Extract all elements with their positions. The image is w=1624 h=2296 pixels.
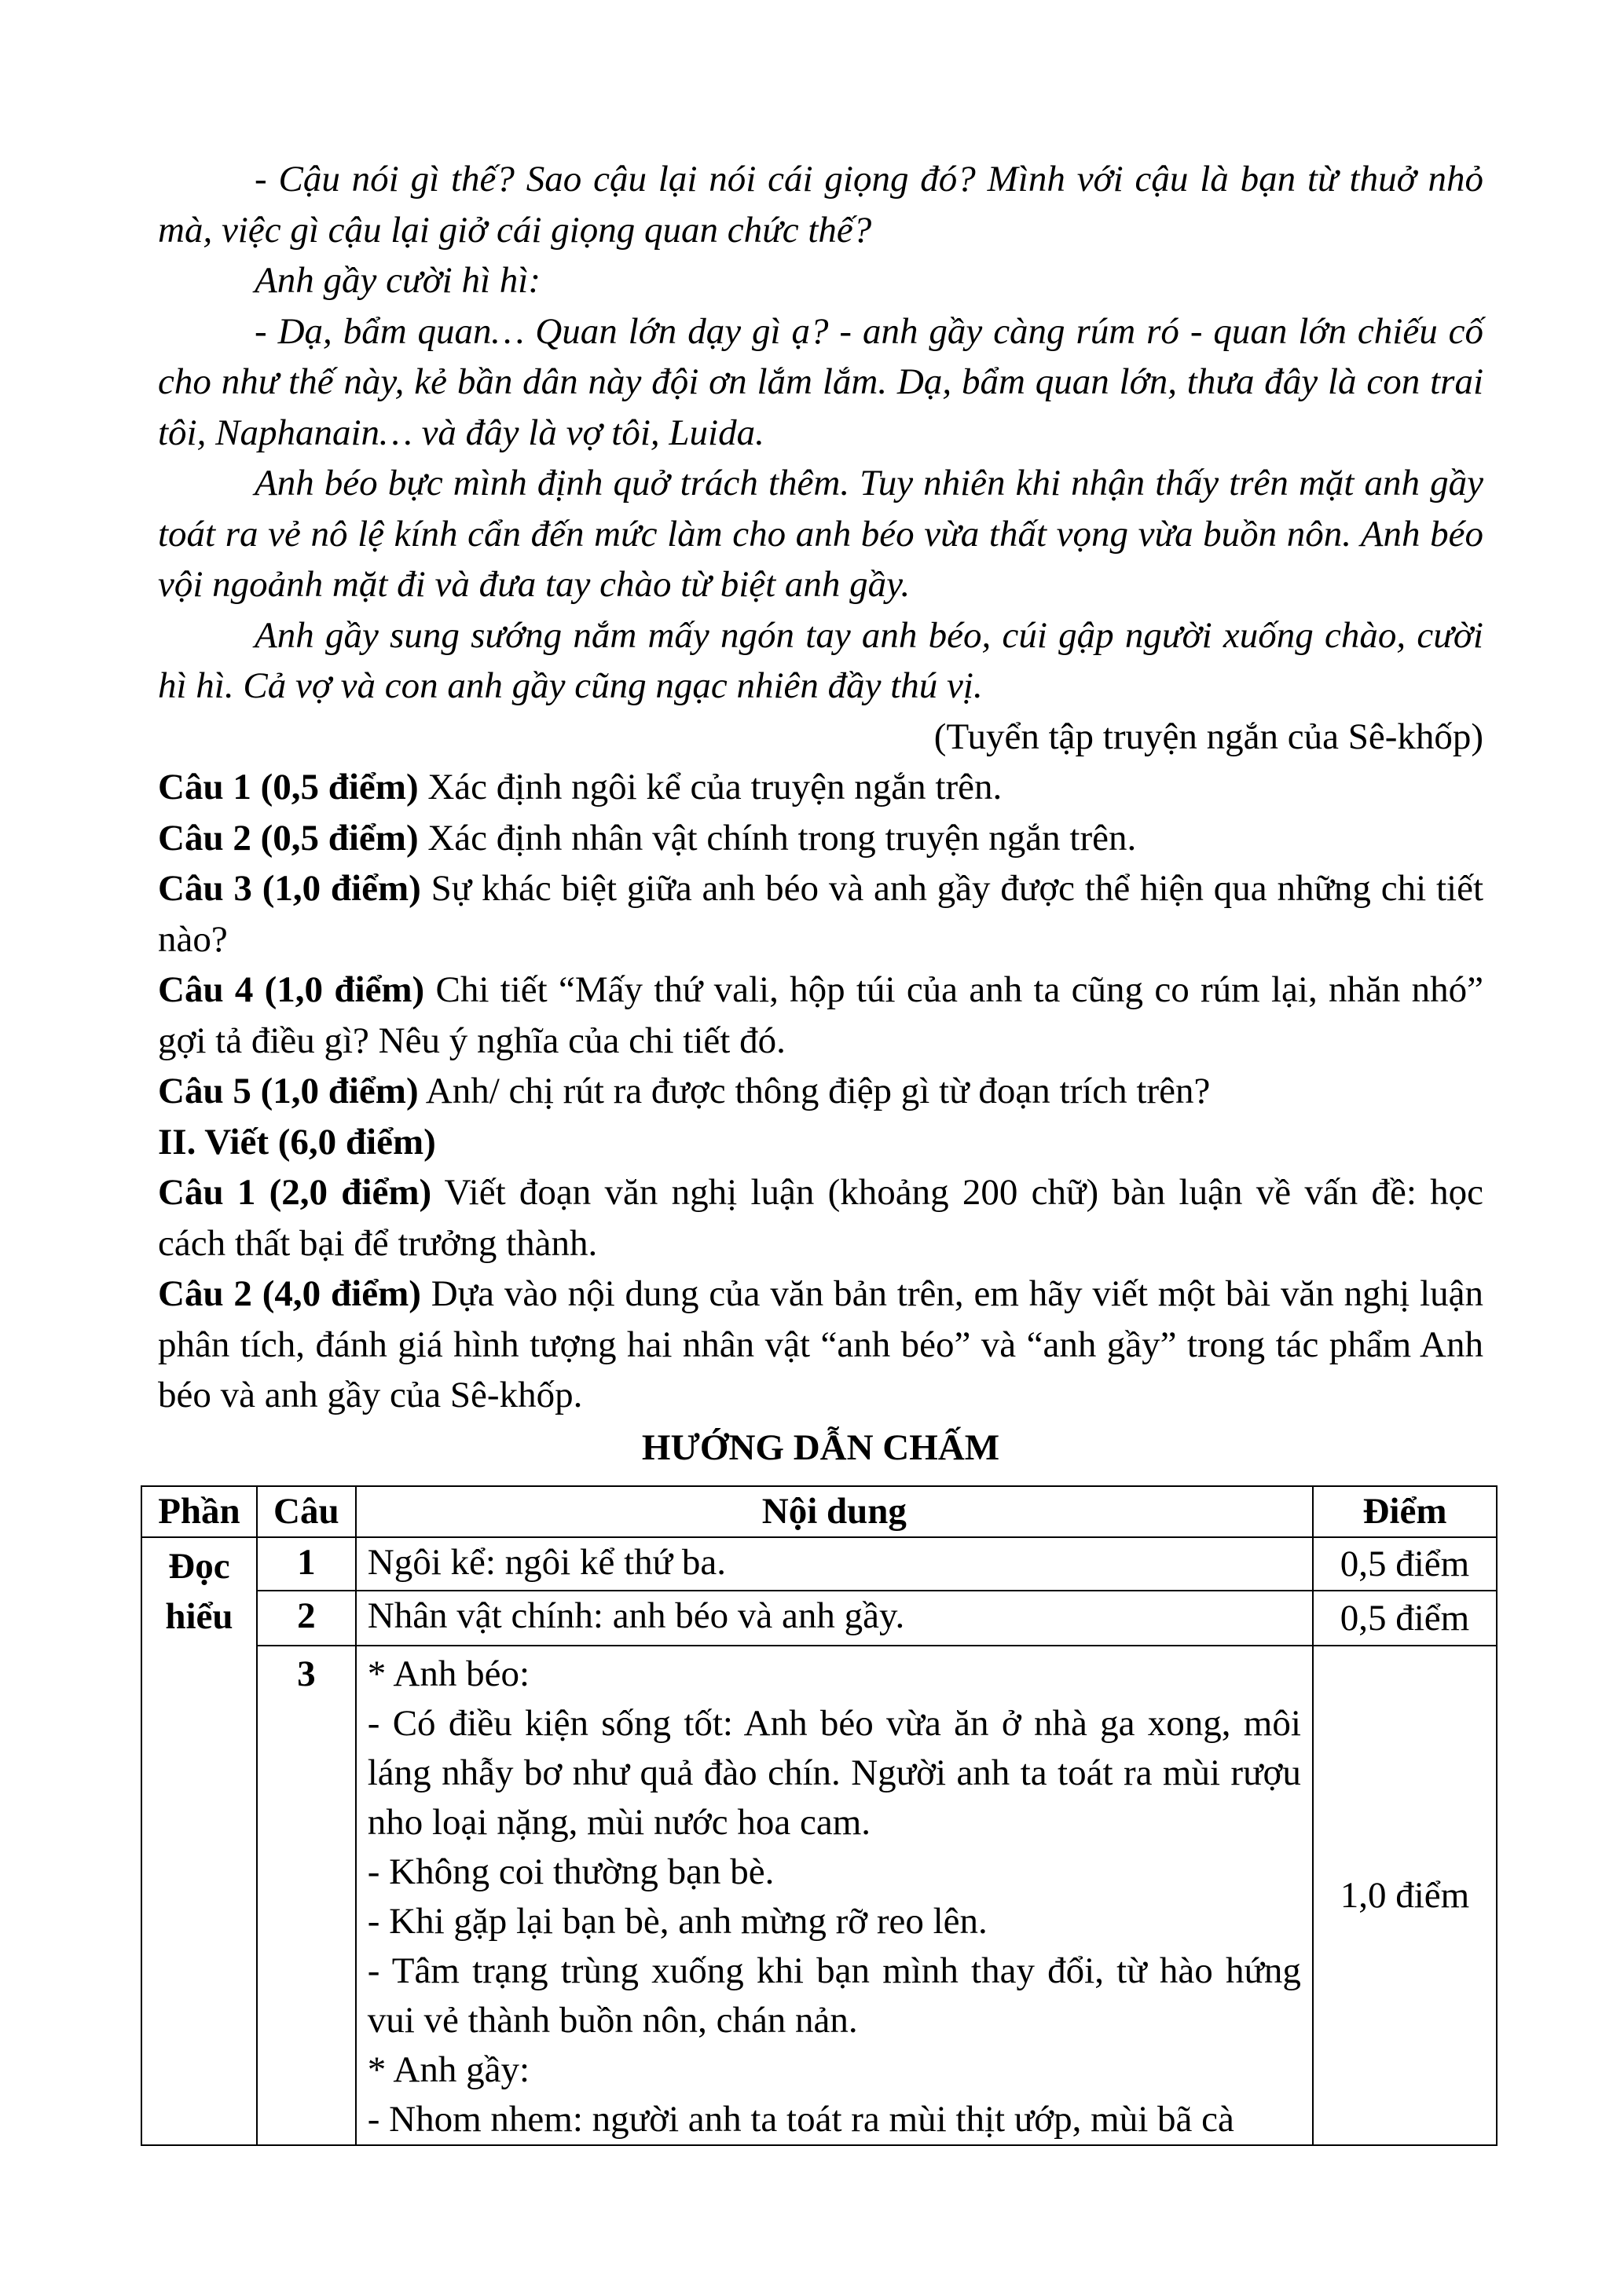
score-cell: 0,5 điểm bbox=[1313, 1591, 1497, 1646]
question-label: Câu 2 (0,5 điểm) bbox=[158, 817, 419, 859]
question-label: Câu 1 (2,0 điểm) bbox=[158, 1172, 432, 1213]
question-label: Câu 3 (1,0 điểm) bbox=[158, 868, 421, 909]
score-cell: 0,5 điểm bbox=[1313, 1537, 1497, 1591]
question-5 bbox=[158, 1066, 1483, 1117]
header-noi-dung: Nội dung bbox=[356, 1486, 1313, 1537]
question-label: Câu 4 (1,0 điểm) bbox=[158, 969, 425, 1010]
story-paragraph: Anh gầy sung sướng nắm mấy ngón tay anh béo, cúi gập người xuống chào, cười hì hì. Cả vợ và con anh gầy cũng ngạc nhiên đầy thú vị. bbox=[158, 614, 1483, 706]
story-paragraph: - Cậu nói gì thế? Sao cậu lại nói cái giọng đó? Mình với cậu là bạn từ thuở nhỏ mà, việc gì cậu lại giở cái giọng quan chức thế? bbox=[158, 159, 1483, 251]
header-diem: Điểm bbox=[1313, 1486, 1497, 1537]
cau-cell: 2 bbox=[257, 1591, 356, 1646]
table-row bbox=[141, 1646, 1497, 2145]
score-cell: 1,0 điểm bbox=[1313, 1646, 1497, 2145]
grading-table bbox=[141, 1485, 1498, 2146]
content-line: - Không coi thường bạn bè. bbox=[367, 1851, 775, 1892]
content-line: - Khi gặp lại bạn bè, anh mừng rỡ reo lên. bbox=[367, 1901, 988, 1942]
question-text: Dựa vào nội dung của văn bản trên, em hãy viết một bài văn nghị luận phân tích, đánh giá hình tượng hai nhân vật “anh béo” và “anh gầy” trong tác phẩm Anh béo và anh gầy của Sê-khốp. bbox=[158, 1273, 1484, 1415]
section-label: Đọc hiểu bbox=[165, 1546, 233, 1637]
writing-question-2 bbox=[158, 1269, 1483, 1421]
question-text: Sự khác biệt giữa anh béo và anh gầy được thể hiện qua những chi tiết nào? bbox=[158, 868, 1483, 960]
question-4 bbox=[158, 965, 1483, 1066]
story-paragraph: - Dạ, bẩm quan… Quan lớn dạy gì ạ? - anh gầy càng rúm ró - quan lớn chiếu cố cho như thế này, kẻ bần dân này đội ơn lắm lắm. Dạ, bẩm quan lớn, thưa đây là con trai tôi, Naphanain… và đây là vợ tôi, Luida. bbox=[158, 310, 1483, 453]
table-row bbox=[141, 1591, 1497, 1646]
question-text: Xác định nhân vật chính trong truyện ngắn trên. bbox=[418, 817, 1137, 859]
question-text: Viết đoạn văn nghị luận (khoảng 200 chữ) bàn luận về vấn đề: học cách thất bại để trưởng thành. bbox=[158, 1172, 1483, 1264]
question-text: Anh/ chị rút ra được thông điệp gì từ đoạn trích trên? bbox=[418, 1071, 1211, 1111]
section-cell bbox=[141, 1537, 257, 2145]
content-line: * Anh gầy: bbox=[367, 2049, 530, 2090]
writing-heading bbox=[158, 1117, 1483, 1168]
cau-cell: 3 bbox=[257, 1646, 356, 2145]
question-1 bbox=[158, 762, 1483, 813]
question-text: Chi tiết “Mấy thứ vali, hộp túi của anh ta cũng co rúm lại, nhăn nhó” gợi tả điều gì? Nêu ý nghĩa của chi tiết đó. bbox=[158, 969, 1483, 1061]
table-header-row bbox=[141, 1486, 1497, 1537]
document-body bbox=[158, 154, 1483, 1473]
table-row bbox=[141, 1537, 1497, 1591]
source-citation: (Tuyển tập truyện ngắn của Sê-khốp) bbox=[933, 716, 1483, 757]
content-line: - Nhom nhem: người anh ta toát ra mùi thịt ướp, mùi bã cà bbox=[367, 2099, 1234, 2140]
story-paragraph: Anh gầy cười hì hì: bbox=[255, 260, 541, 301]
content-cell: Nhân vật chính: anh béo và anh gầy. bbox=[356, 1591, 1313, 1646]
question-label: Câu 2 (4,0 điểm) bbox=[158, 1273, 421, 1314]
header-phan: Phần bbox=[141, 1486, 257, 1537]
content-line: - Có điều kiện sống tốt: Anh béo vừa ăn ở nhà ga xong, môi láng nhẫy bơ như quả đào chín. Người anh ta toát ra mùi rượu nho loại nặng, mùi nước hoa cam. bbox=[367, 1703, 1301, 1843]
header-cau: Câu bbox=[257, 1486, 356, 1537]
content-line: * Anh béo: bbox=[367, 1653, 530, 1694]
question-3 bbox=[158, 863, 1483, 965]
content-cell bbox=[356, 1646, 1313, 2145]
story-paragraph: Anh béo bực mình định quở trách thêm. Tuy nhiên khi nhận thấy trên mặt anh gầy toát ra vẻ nô lệ kính cẩn đến mức làm cho anh béo vừa thất vọng vừa buồn nôn. Anh béo vội ngoảnh mặt đi và đưa tay chào từ biệt anh gầy. bbox=[158, 463, 1483, 605]
content-cell: Ngôi kể: ngôi kể thứ ba. bbox=[356, 1537, 1313, 1591]
question-label: Câu 5 (1,0 điểm) bbox=[158, 1071, 419, 1111]
question-label: Câu 1 (0,5 điểm) bbox=[158, 767, 419, 807]
guide-title: HƯỚNG DẪN CHẤM bbox=[641, 1426, 1000, 1468]
cau-cell: 1 bbox=[257, 1537, 356, 1591]
writing-heading-text: II. Viết (6,0 điểm) bbox=[158, 1121, 436, 1163]
writing-question-1 bbox=[158, 1167, 1483, 1269]
question-2 bbox=[158, 813, 1483, 864]
content-line: - Tâm trạng trùng xuống khi bạn mình thay đổi, từ hào hứng vui vẻ thành buồn nôn, chán nản. bbox=[367, 1950, 1301, 2041]
question-text: Xác định ngôi kể của truyện ngắn trên. bbox=[418, 767, 1003, 807]
